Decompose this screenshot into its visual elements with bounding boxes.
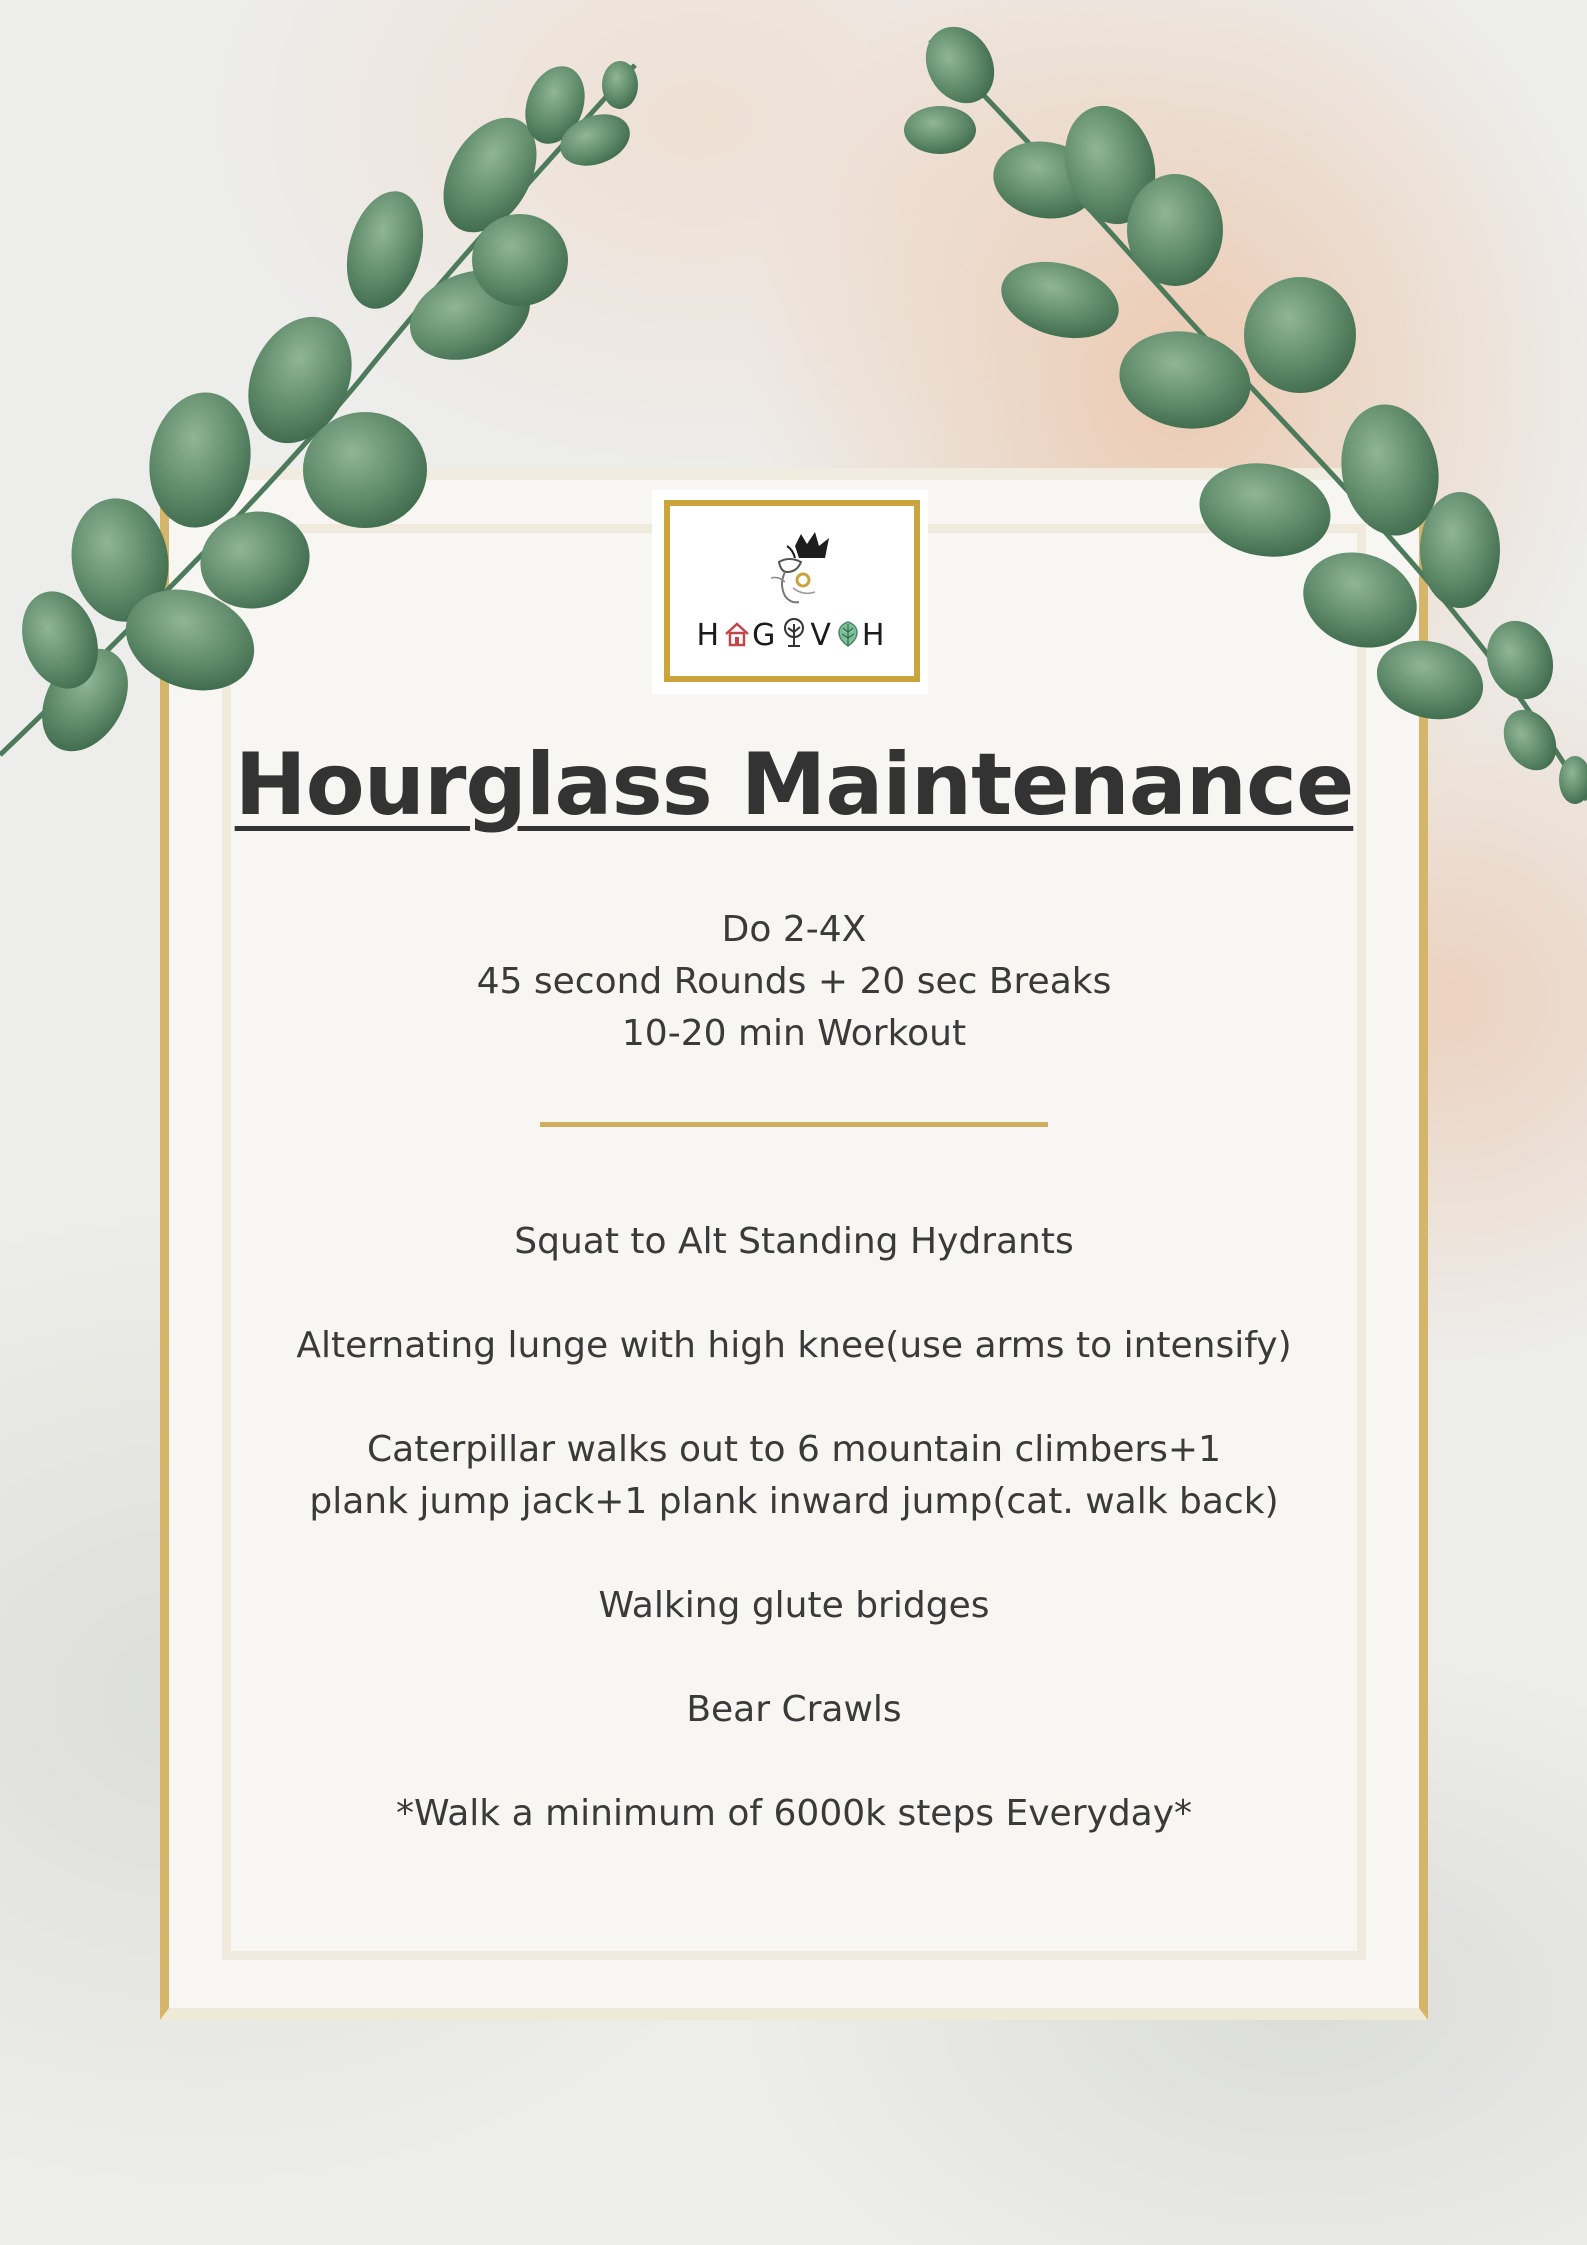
- leaf-icon: [834, 620, 862, 648]
- tree-icon: [778, 618, 810, 648]
- exercise-item-continued: plank jump jack+1 plank inward jump(cat. walk back): [309, 1481, 1279, 1522]
- exercise-item: Walking glute bridges: [598, 1585, 990, 1626]
- page-title: Hourglass Maintenance: [234, 735, 1354, 835]
- section-divider: [540, 1122, 1048, 1127]
- crown-figure-icon: [765, 532, 835, 610]
- house-icon: [722, 620, 752, 648]
- intro-duration: 10-20 min Workout: [621, 1013, 967, 1054]
- exercise-item: Alternating lunge with high knee(use arms to intensify): [296, 1325, 1292, 1366]
- exercise-item: Bear Crawls: [686, 1689, 902, 1730]
- exercise-item: Caterpillar walks out to 6 mountain climbers+1: [367, 1429, 1221, 1470]
- daily-steps-note: *Walk a minimum of 6000k steps Everyday*: [395, 1793, 1193, 1834]
- intro-sets: Do 2-4X: [721, 909, 867, 950]
- logo-wordmark: H G V H: [696, 618, 888, 653]
- brand-logo: [664, 500, 920, 682]
- exercise-item: Squat to Alt Standing Hydrants: [514, 1221, 1074, 1262]
- intro-rounds: 45 second Rounds + 20 sec Breaks: [476, 961, 1112, 1002]
